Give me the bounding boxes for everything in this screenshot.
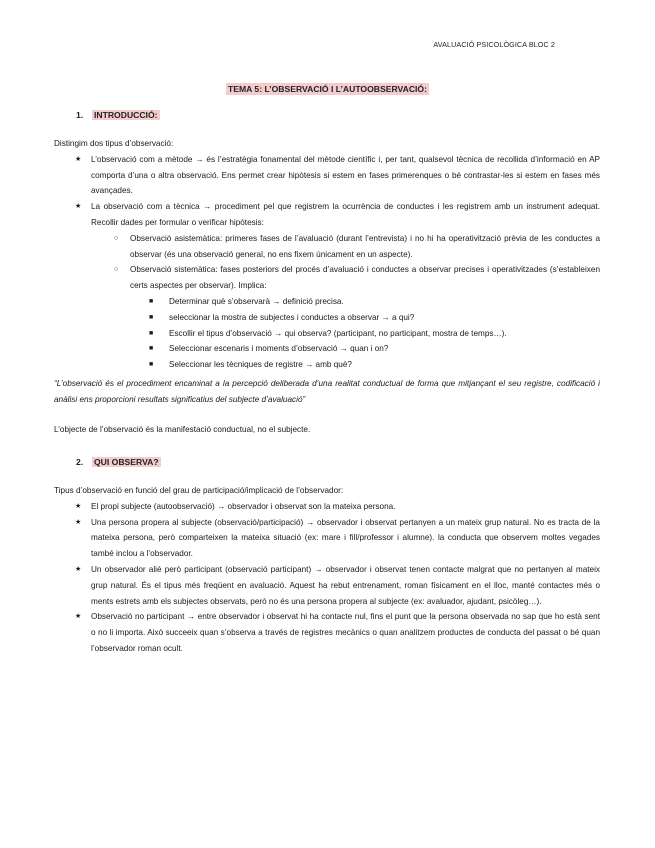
square-bullet-icon: ■ [149,361,154,369]
section-2-heading [76,457,161,467]
section-2-title: QUI OBSERVA? [94,457,159,467]
circle-bullet-icon: ○ [114,234,119,242]
bullet-text: El propi subjecte (autoobservació) → observador i observat son la mateixa persona. [91,501,396,511]
sub-sub-list-item [149,310,600,326]
star-bullet-icon: ★ [75,518,82,526]
square-bullet-icon: ■ [149,345,154,353]
square-bullet-icon: ■ [149,313,154,321]
section-2-number: 2. [76,457,84,467]
bullet-text: Observació no participant → entre observador i observat hi ha contacte nul, fins el punt que la persona observada no sap que ho està sent o no li importa. Això succeeix quan s’observa a través de registres mecànics o quan analitzem productes de conducta del passat o bé quan l’observador roman ocult. [91,612,600,653]
item-text: Seleccionar escenaris i moments d’observació → quan i on? [169,344,389,354]
list-item [75,199,600,231]
sub-bullet-text: Observació sistemàtica: fases posteriors del procés d’avaluació i conductes a observar precises i operativitzades (s’estableixen certs aspectes per observar). Implica: [130,265,600,291]
section-1-body [54,136,600,373]
list-item [75,152,600,199]
bullet-text: Una persona propera al subjecte (observació/participació) → observador i observat pertanyen a un mateix grup natural. No es tracta de la mateixa persona, però comparteixen la mateixa situació (ex: mare i fill/professor i alumne). la conducta que observem moltes vegades també inclou a l’observador. [91,517,600,559]
sub-sub-list-item [149,357,600,373]
item-text: Seleccionar les tècniques de registre → amb què? [169,360,352,370]
star-bullet-icon: ★ [75,203,82,211]
sub-list-item [114,231,600,263]
sub-bullet-text: Observació asistemàtica: primeres fases de l’avaluació (durant l’entrevista) i no hi ha operativització prèvia de les conductes a observar (és una observació general, no ens fixem únicament en un aspecte). [130,233,600,259]
square-bullet-icon: ■ [149,297,154,305]
star-bullet-icon: ★ [75,155,82,163]
object-statement: L’objecte de l’observació és la manifestació conductual, no el subjecte. [54,425,311,434]
bullet-text: L’observació com a mètode → és l’estratègia fonamental del mètode científic i, per tant, qualsevol tècnica de recollida d’informació en AP comporta d’una o altra observació. Ens permet crear hipòtesis si estem en fases primerenques o bé contrastar-les si estem en fases més avançades. [91,154,600,196]
sub-sub-list-item [149,294,600,310]
list-item [75,562,600,609]
bullet-text: Un observador alié però participant (observació participant) → observador i observat tenen contacte malgrat que no pertanyen al mateix grup natural. És el tipus més freqüent en avaluació. Aquest ha rebut entrenament, roman físicament en el lloc, manté contactes més o ments estrets amb els subjectes observats, però no és una persona propera al subjecte (ex: avaluador, ajudant, psicòleg…). [91,564,600,606]
section-1-number: 1. [76,110,84,120]
sub-sub-list-item [149,341,600,357]
list-item [75,515,600,562]
list-item [75,499,600,515]
title-container [0,79,655,97]
page-header: AVALUACIÓ PSICOLÒGICA BLOC 2 [433,40,555,49]
section-2-body [54,483,600,657]
section-1-title: INTRODUCCIÓ: [94,110,158,120]
document-title: TEMA 5: L’OBSERVACIÓ I L’AUTOOBSERVACIÓ: [228,84,427,94]
star-bullet-icon: ★ [75,613,82,621]
bullet-text: La observació com a tècnica → procediment pel que registrem la ocurrència de conductes i les registrem amb un instrument adequat. Recollir dades per formular o verificar hipòtesis: [91,202,600,227]
square-bullet-icon: ■ [149,329,154,337]
item-text: Escollir el tipus d’observació → qui observa? (participant, no participant, mostra de temps…). [169,328,507,338]
sub-sub-list-item [149,326,600,342]
section-1-lead: Distingim dos tipus d’observació: [54,139,174,148]
item-text: seleccionar la mostra de subjectes i conductes a observar → a qui? [169,312,415,322]
list-item [75,609,600,656]
section-2-lead: Tipus d’observació en funció del grau de participació/implicació de l’observador: [54,486,344,495]
section-1-heading [76,110,160,120]
star-bullet-icon: ★ [75,502,82,510]
item-text: Determinar què s’observarà → definició precisa. [169,296,344,306]
sub-list-item [114,262,600,294]
star-bullet-icon: ★ [75,565,82,573]
definition-quote: “L’observació és el procediment encaminat a la percepció deliberada d’una realitat conductual de forma que mitjançant el seu registre, codificació i anàlisi ens proporcioni resultats significatius del subjecte d’avaluació” [54,379,600,404]
circle-bullet-icon: ○ [114,266,119,274]
